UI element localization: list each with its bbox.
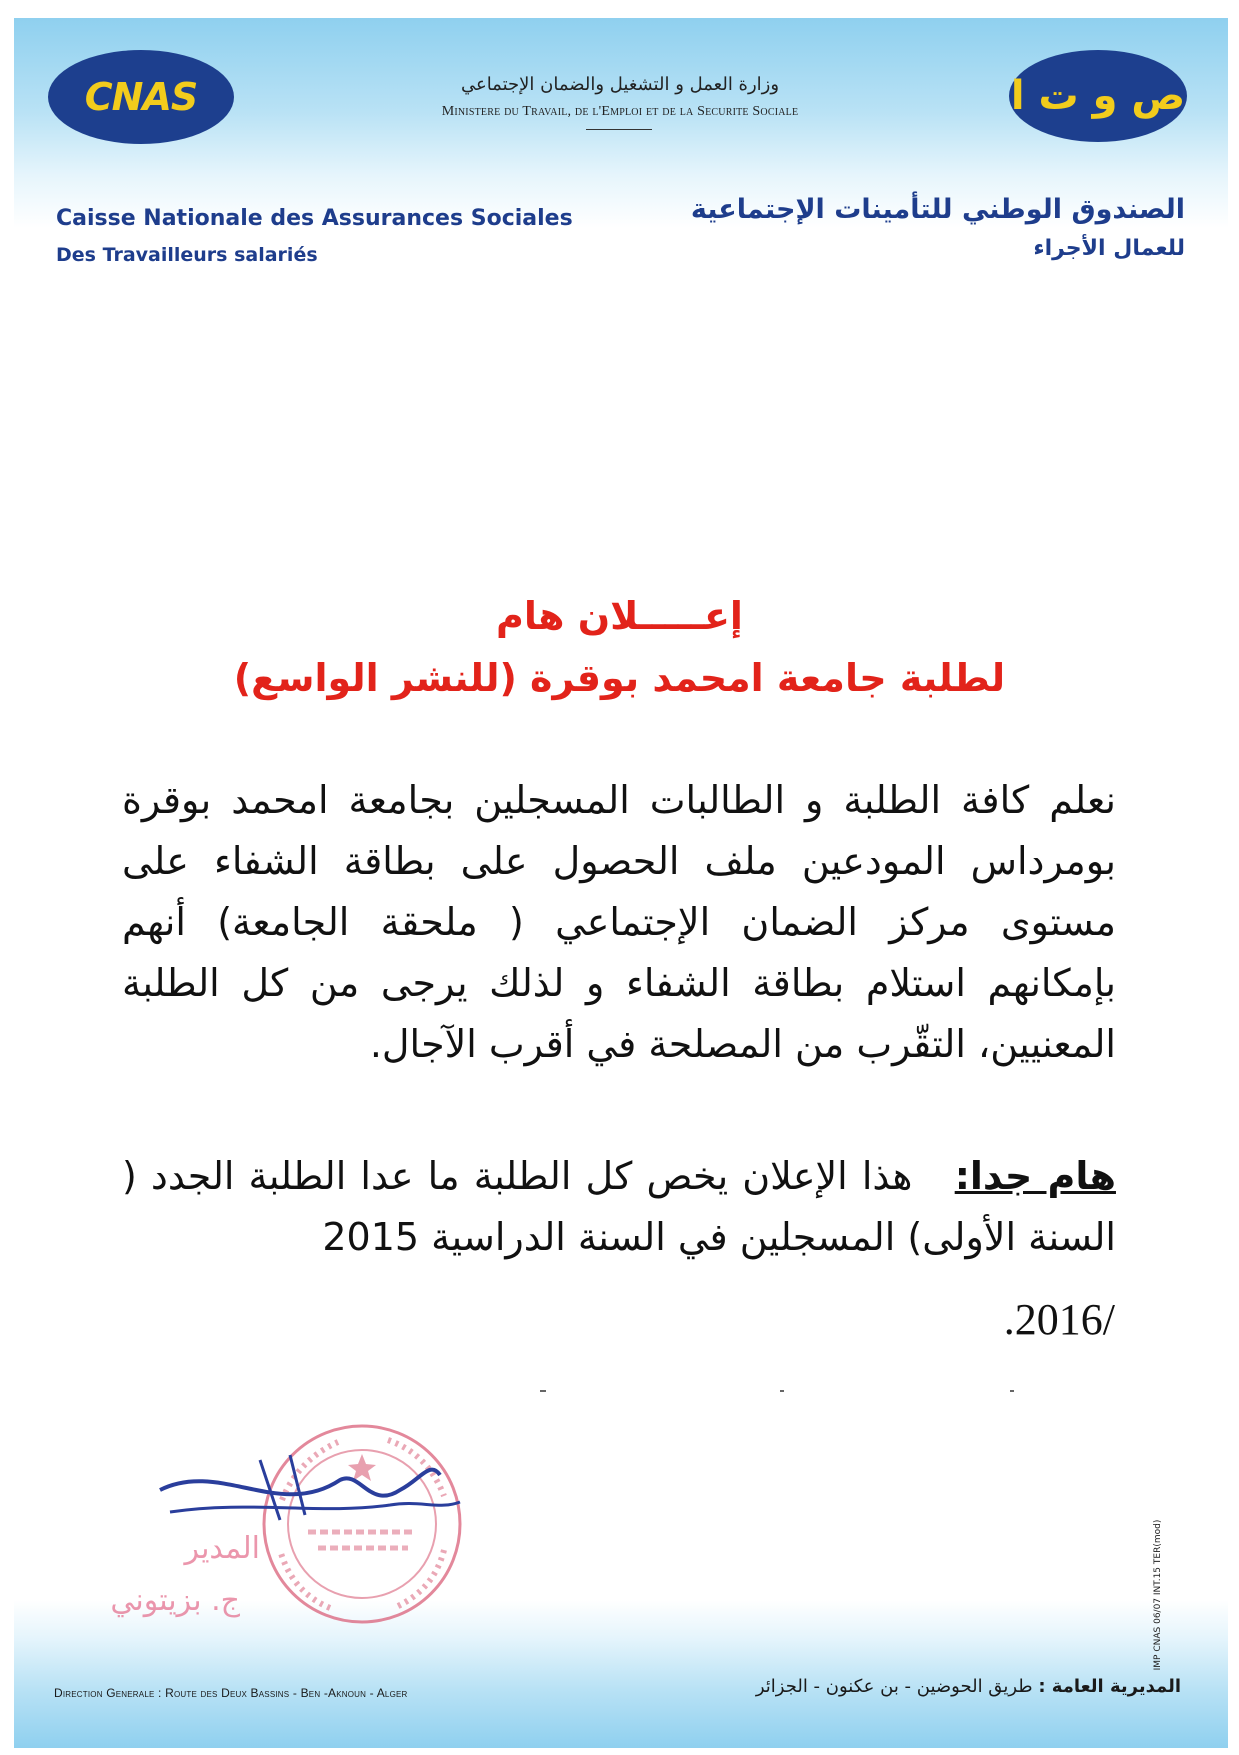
caisse-name-arabic: الصندوق الوطني للتأمينات الإجتماعية	[690, 194, 1185, 225]
announcement-title: إعـــــلان هام	[496, 594, 743, 638]
important-label: هام جدا:	[954, 1154, 1116, 1198]
cnas-logo-text: CNAS	[84, 75, 198, 119]
signature-name-text: ج. بزيتوني	[110, 1583, 240, 1618]
year-suffix: .2016/	[1003, 1295, 1115, 1344]
announcement-body: نعلم كافة الطلبة و الطالبات المسجلين بجامعة امحمد بوقرة بومرداس المودعين ملف الحصول على بطاقة الشفاء على مستوى مركز الضمان الإجتماعي ( ملحقة الجامعة) أنهم بإمكانهم استلام بطاقة الشفاء و لذلك يرجى من كل الطلبة المعنيين، التقّرب من المصلحة في أقرب الآجال.	[122, 778, 1116, 1066]
footer-address-arabic-value: طريق الحوضين - بن عكنون - الجزائر	[755, 1676, 1033, 1697]
caisse-subtitle-french: Des Travailleurs salariés	[56, 244, 318, 266]
footer-address-arabic-label: المديرية العامة :	[1038, 1676, 1181, 1697]
important-spacer	[912, 1154, 940, 1198]
cnas-logo	[48, 50, 234, 144]
caisse-name-french: Caisse Nationale des Assurances Sociales	[56, 206, 573, 231]
divider-dot	[1010, 1390, 1014, 1392]
arabic-logo-text: ص و ت ا	[1010, 73, 1186, 119]
signature-stroke-2	[170, 1502, 460, 1512]
divider-dot	[780, 1390, 784, 1392]
signature-title-text: المدير	[184, 1531, 260, 1566]
caisse-subtitle-arabic: للعمال الأجراء	[1033, 236, 1185, 261]
footer-address-arabic	[756, 1676, 1181, 1697]
side-print-reference-text: IMP CNAS 06/07 INT.15 TER(mod)	[1153, 1519, 1163, 1671]
signature-stroke-3	[260, 1455, 305, 1520]
announcement-subtitle: لطلبة جامعة امحمد بوقرة (للنشر الواسع)	[233, 656, 1006, 700]
important-note	[122, 1146, 1116, 1268]
footer-address-french: Direction Generale : Route des Deux Bassins - Ben -Aknoun - Alger	[54, 1686, 408, 1700]
important-text: هذا الإعلان يخص كل الطلبة ما عدا الطلبة الجدد ( السنة الأولى) المسجلين في السنة الدراسية 2015	[122, 1154, 1116, 1259]
signature	[110, 1450, 470, 1630]
ministry-name-french: Ministere du Travail, de l'Emploi et de la Securite Sociale	[441, 104, 799, 119]
ministry-underline	[586, 129, 652, 130]
arabic-logo	[1009, 50, 1187, 142]
ministry-name-arabic: وزارة العمل و التشغيل والضمان الإجتماعي	[460, 74, 780, 95]
divider-dot	[540, 1390, 546, 1392]
